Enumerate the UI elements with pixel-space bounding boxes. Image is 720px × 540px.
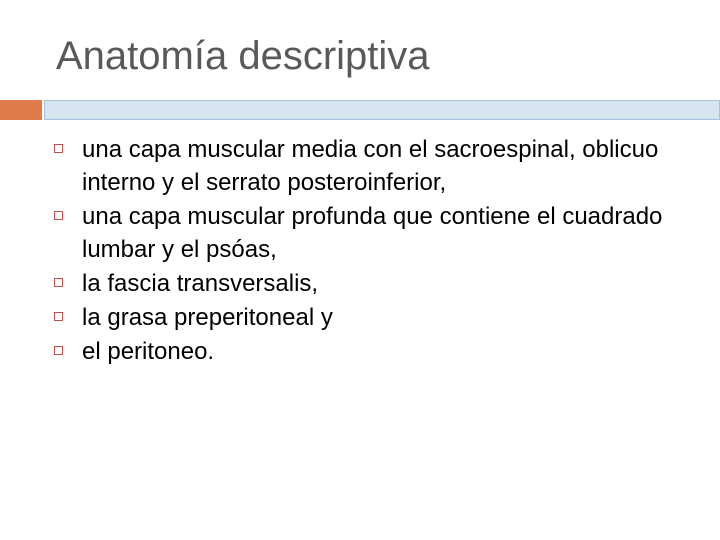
bullet-item	[54, 267, 704, 300]
bullet-text: la fascia transversalis,	[82, 270, 319, 297]
hollow-square-icon	[54, 278, 63, 287]
bullet-item	[54, 301, 704, 334]
hollow-square-icon	[54, 312, 63, 321]
accent-bar	[0, 100, 42, 120]
bullet-item	[54, 133, 704, 199]
bullet-text: una capa muscular profunda que contiene el cuadrado lumbar y el psóas,	[82, 203, 663, 263]
title-rule-bar	[44, 100, 720, 120]
hollow-square-icon	[54, 144, 63, 153]
bullet-text: el peritoneo.	[82, 338, 215, 365]
hollow-square-icon	[54, 211, 63, 220]
slide-title: Anatomía descriptiva	[56, 34, 430, 78]
hollow-square-icon	[54, 346, 63, 355]
bullet-list	[54, 133, 704, 369]
bullet-text: la grasa preperitoneal y	[82, 304, 333, 331]
bullet-item	[54, 200, 704, 266]
bullet-text: una capa muscular media con el sacroespinal, oblicuo interno y el serrato posteroinferior,	[82, 136, 659, 196]
bullet-item	[54, 335, 704, 368]
